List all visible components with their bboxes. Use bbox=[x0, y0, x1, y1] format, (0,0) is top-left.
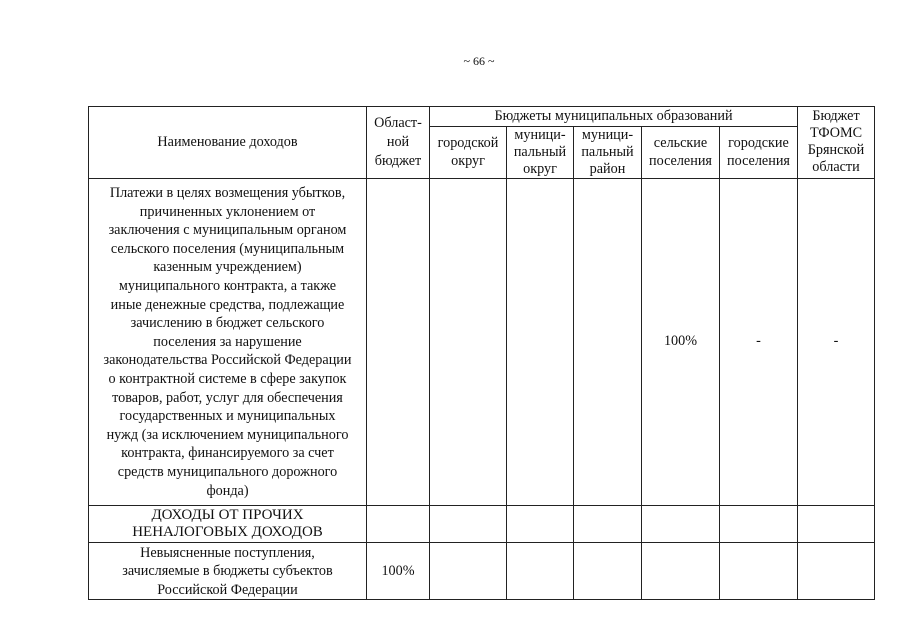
cell-rural-settlements: 100% bbox=[642, 178, 720, 505]
cell-regional: 100% bbox=[367, 542, 430, 600]
header-revenue-name: Наименование доходов bbox=[89, 107, 367, 179]
header-municipal-okrug: муници- пальный округ bbox=[507, 126, 574, 178]
table-row bbox=[89, 178, 875, 505]
cell-municipal-raion bbox=[574, 542, 642, 600]
header-rural-settlements: сельские поселения bbox=[642, 126, 720, 178]
header-row-1 bbox=[89, 107, 875, 127]
cell-urban-settlements bbox=[720, 505, 798, 542]
cell-city-district bbox=[430, 505, 507, 542]
header-urban-settlements: городские поселения bbox=[720, 126, 798, 178]
revenue-distribution-table bbox=[88, 106, 875, 600]
cell-rural-settlements bbox=[642, 505, 720, 542]
cell-municipal-okrug bbox=[507, 542, 574, 600]
cell-tfoms bbox=[798, 505, 875, 542]
cell-urban-settlements: - bbox=[720, 178, 798, 505]
cell-city-district bbox=[430, 178, 507, 505]
table-row bbox=[89, 505, 875, 542]
cell-city-district bbox=[430, 542, 507, 600]
table-row bbox=[89, 542, 875, 600]
cell-municipal-raion bbox=[574, 505, 642, 542]
cell-regional bbox=[367, 178, 430, 505]
header-tfoms-budget: Бюджет ТФОМС Брянской области bbox=[798, 107, 875, 179]
header-city-district: городской округ bbox=[430, 126, 507, 178]
cell-regional bbox=[367, 505, 430, 542]
cell-municipal-okrug bbox=[507, 505, 574, 542]
cell-rural-settlements bbox=[642, 542, 720, 600]
row-name: Невыясненные поступления, зачисляемые в бюджеты субъектов Российской Федерации bbox=[89, 542, 367, 600]
header-regional-budget: Област- ной бюджет bbox=[367, 107, 430, 179]
header-municipal-raion: муници- пальный район bbox=[574, 126, 642, 178]
page-number: ~ 66 ~ bbox=[463, 54, 495, 68]
row-name: ДОХОДЫ ОТ ПРОЧИХ НЕНАЛОГОВЫХ ДОХОДОВ bbox=[89, 505, 367, 542]
header-municipal-budgets: Бюджеты муниципальных образований bbox=[430, 107, 798, 127]
cell-municipal-okrug bbox=[507, 178, 574, 505]
cell-tfoms bbox=[798, 542, 875, 600]
row-name: Платежи в целях возмещения убытков, причиненных уклонением от заключения с муниципальным органом сельского поселения (муниципальным казенным учреждением) муниципального контракта, а также иные денежные средства, подлежащие зачислению в бюджет сельского поселения за нарушение законодательства Российской Федерации о контрактной системе в сфере закупок товаров, работ, услуг для обеспечения государственных и муниципальных нужд (за исключением муниципального контракта, финансируемого за счет средств муниципального дорожного фонда) bbox=[89, 178, 367, 505]
cell-municipal-raion bbox=[574, 178, 642, 505]
cell-tfoms: - bbox=[798, 178, 875, 505]
cell-urban-settlements bbox=[720, 542, 798, 600]
